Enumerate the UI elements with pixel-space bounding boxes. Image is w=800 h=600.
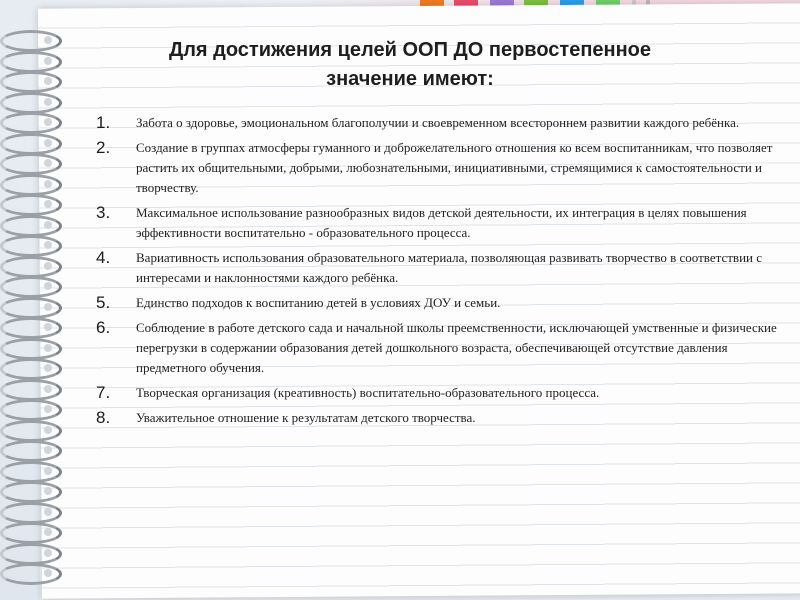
binding-hole [44,159,52,167]
binding-hole [44,569,52,577]
item-number: 6. [96,318,111,337]
binding-hole [44,282,52,290]
binding-hole [44,200,52,208]
spiral-ring-icon [0,174,62,196]
item-number: 7. [96,383,111,402]
slide-title [130,36,690,94]
binding-hole [44,508,52,516]
spiral-ring-icon [0,235,62,257]
item-number: 4. [96,248,111,267]
title-line-1: Для достижения целей ООП ДО первостепенное [168,39,652,61]
spiral-ring-icon [0,338,62,360]
binding-hole [44,344,52,352]
binding-hole [44,36,52,44]
list-item [96,113,786,133]
binding-hole [44,487,52,495]
binding-hole [44,385,52,393]
spiral-ring-icon [0,92,62,114]
binding-hole [44,303,52,311]
spiral-ring-icon [0,297,62,319]
spiral-ring-icon [0,502,62,524]
spiral-ring-icon [0,71,62,93]
item-text: Забота о здоровье, эмоциональном благополучии и своевременном всестороннем развитии каждого ребёнка. [136,115,740,130]
binding-hole [44,77,52,85]
list-item [96,318,786,378]
list-item [96,293,786,313]
item-text: Вариативность использования образовательного материала, позволяющая развивать творчество в соответствии с интересами и наклонностями каждого ребёнка. [136,250,763,285]
binding-hole [44,528,52,536]
spiral-ring-icon [0,256,62,278]
binding-hole [44,467,52,475]
spiral-ring-icon [0,481,62,503]
item-number: 1. [96,113,111,132]
item-text: Соблюдение в работе детского сада и начальной школы преемственности, исключающей умственные и физические перегрузки в содержании образования детей дошкольного возраста, обеспечивающей отсутствие давления предметного обучения. [136,320,777,375]
spiral-ring-icon [0,112,62,134]
spiral-ring-icon [0,317,62,339]
spiral-ring-icon [0,420,62,442]
spiral-ring-icon [0,133,62,155]
item-number: 3. [96,203,111,222]
spiral-ring-icon [0,379,62,401]
binding-hole [44,57,52,65]
item-number: 5. [96,293,111,312]
item-text: Максимальное использование разнообразных видов детской деятельности, их интеграция в целях повышения эффективности воспитательно - образовательного процесса. [136,205,747,240]
binding-hole [44,405,52,413]
binding-hole [44,98,52,106]
item-text: Уважительное отношение к результатам детского творчества. [136,410,476,425]
binding-hole [44,426,52,434]
spiral-ring-icon [0,51,62,73]
title-line-2: значение имеют: [326,68,494,90]
binding-hole [44,180,52,188]
list-item [96,203,786,243]
binding-hole [44,241,52,249]
spiral-ring-icon [0,358,62,380]
priorities-list [96,113,786,433]
spiral-ring-icon [0,215,62,237]
spiral-binding [0,30,60,590]
item-text: Единство подходов к воспитанию детей в условиях ДОУ и семьи. [136,295,501,310]
binding-hole [44,118,52,126]
spiral-ring-icon [0,30,62,52]
spiral-ring-icon [0,440,62,462]
spiral-ring-icon [0,276,62,298]
spiral-ring-icon [0,153,62,175]
binding-hole [44,221,52,229]
item-text: Создание в группах атмосферы гуманного и доброжелательного отношения ко всем воспитанникам, что позволяет растить их общительными, добрыми, любознательными, инициативными, стремящимися к самостоятельности и творчеству. [136,140,773,195]
spiral-ring-icon [0,522,62,544]
list-item [96,383,786,403]
item-number: 8. [96,408,111,427]
spiral-ring-icon [0,543,62,565]
list-item [96,138,786,198]
spiral-ring-icon [0,461,62,483]
binding-hole [44,549,52,557]
list-item [96,408,786,428]
binding-hole [44,364,52,372]
binding-hole [44,262,52,270]
list-item [96,248,786,288]
item-number: 2. [96,138,111,157]
binding-hole [44,446,52,454]
binding-hole [44,323,52,331]
spiral-ring-icon [0,194,62,216]
spiral-ring-icon [0,563,62,585]
item-text: Творческая организация (креативность) воспитательно-образовательного процесса. [136,385,600,400]
binding-hole [44,139,52,147]
spiral-ring-icon [0,399,62,421]
